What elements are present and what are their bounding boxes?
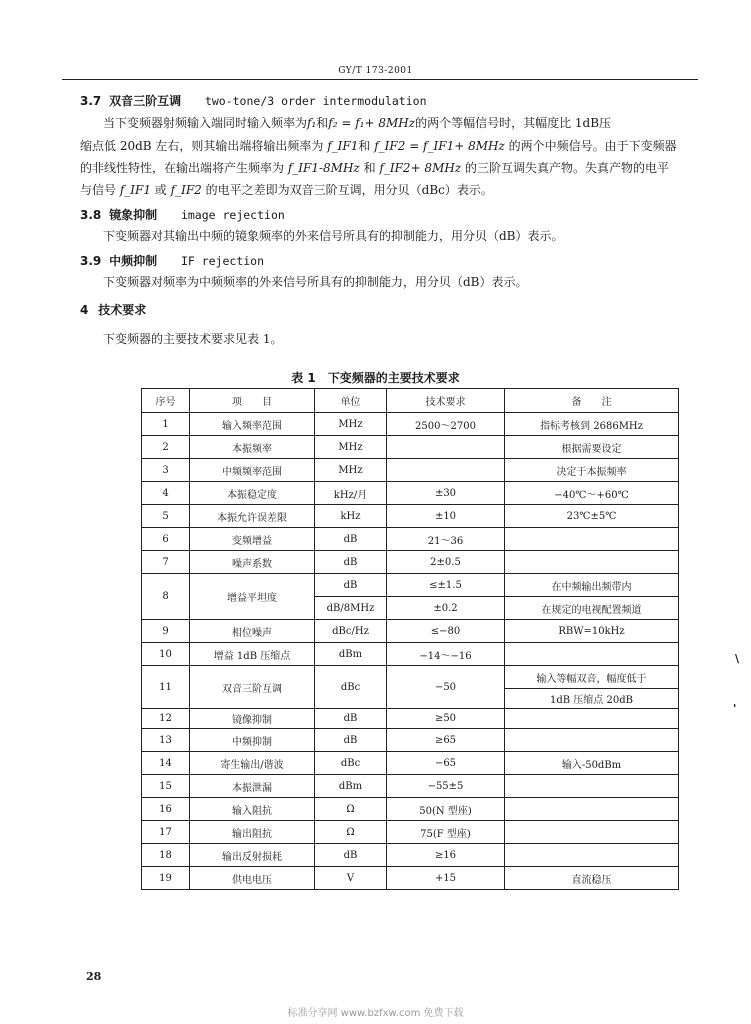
- table-cell: 输入等幅双音，幅度低于: [505, 666, 679, 689]
- header-cell: 备 注: [505, 389, 679, 413]
- table-cell: 16: [142, 798, 190, 821]
- section-title-en: two-tone/3 order intermodulation: [204, 94, 427, 108]
- header-cell: 单位: [315, 389, 387, 413]
- table-cell: 8: [142, 574, 190, 620]
- table-row: [142, 775, 679, 798]
- table-cell: −55±5: [387, 775, 505, 798]
- table-cell: 23℃±5℃: [505, 505, 679, 528]
- table-cell: 根据需要设定: [505, 436, 679, 459]
- table-cell: [505, 551, 679, 574]
- scan-mark: ': [733, 702, 737, 715]
- table-cell: [505, 528, 679, 551]
- table-header-row: [142, 389, 679, 413]
- table-cell: 输入频率范围: [190, 413, 315, 436]
- section-4-heading: [80, 301, 146, 319]
- table-cell: 本振泄漏: [190, 775, 315, 798]
- table-cell: 5: [142, 505, 190, 528]
- section-3-9-heading: [80, 252, 264, 270]
- page-header: GY/T 173-2001: [338, 66, 413, 76]
- table-cell: 9: [142, 620, 190, 643]
- table-cell: [505, 775, 679, 798]
- section-title: 技术要求: [98, 303, 147, 317]
- table-cell: −14～−16: [387, 643, 505, 666]
- table-cell: 寄生输出/谐波: [190, 752, 315, 775]
- header-cell: 序号: [142, 389, 190, 413]
- table-row: [142, 528, 679, 551]
- page-number: 28: [86, 970, 102, 983]
- section-title: 双音三阶互调: [109, 94, 182, 108]
- table-cell: dB: [315, 574, 387, 597]
- table-cell: −40℃～+60℃: [505, 482, 679, 505]
- table-row: [142, 551, 679, 574]
- s37-line-3: 的非线性特性，在输出端将产生频率为 f_IF1-8MHz 和 f_IF2+ 8MHz 的三阶互调失真产物。失真产物的电平: [80, 161, 669, 175]
- table-cell: dB/8MHz: [315, 597, 387, 620]
- table-row: [142, 459, 679, 482]
- table-row: [142, 844, 679, 867]
- table-cell: dB: [315, 551, 387, 574]
- table-row: [142, 482, 679, 505]
- table-cell: [387, 459, 505, 482]
- table-cell: 指标考核到 2686MHz: [505, 413, 679, 436]
- table-cell: 2: [142, 436, 190, 459]
- table-cell: MHz: [315, 459, 387, 482]
- table-cell: 输出反射损耗: [190, 844, 315, 867]
- table-cell: 直流稳压: [505, 867, 679, 890]
- section-title: 镜象抑制: [109, 208, 158, 222]
- table-cell: 增益 1dB 压缩点: [190, 643, 315, 666]
- table-cell: MHz: [315, 413, 387, 436]
- table-row: [142, 709, 679, 729]
- table-cell: 供电电压: [190, 867, 315, 890]
- table-cell: 在中频输出频带内: [505, 574, 679, 597]
- table-cell: 75(F 型座): [387, 821, 505, 844]
- table-cell: 决定于本振频率: [505, 459, 679, 482]
- table-cell: ±10: [387, 505, 505, 528]
- table-cell: 10: [142, 643, 190, 666]
- s4-body: 下变频器的主要技术要求见表 1。: [103, 332, 283, 346]
- table-cell: dB: [315, 729, 387, 752]
- table-cell: 输出阻抗: [190, 821, 315, 844]
- table-cell: ≤±1.5: [387, 574, 505, 597]
- table-row: [142, 574, 679, 597]
- table-row: [142, 821, 679, 844]
- table-cell: 50(N 型座): [387, 798, 505, 821]
- table-cell: V: [315, 867, 387, 890]
- table-row: [142, 413, 679, 436]
- table-cell: 中频抑制: [190, 729, 315, 752]
- table-cell: 4: [142, 482, 190, 505]
- table-row: [142, 798, 679, 821]
- table-cell: 中频频率范围: [190, 459, 315, 482]
- table-cell: dBc: [315, 752, 387, 775]
- watermark-footer: 标准分享网 www.bzfxw.com 免费下载: [287, 1008, 464, 1019]
- section-title: 中频抑制: [109, 254, 158, 268]
- table-cell: dBm: [315, 643, 387, 666]
- table-cell: 2±0.5: [387, 551, 505, 574]
- table-cell: RBW=10kHz: [505, 620, 679, 643]
- table-cell: [505, 821, 679, 844]
- section-title-en: image rejection: [180, 208, 285, 222]
- table-cell: 6: [142, 528, 190, 551]
- table-cell: −65: [387, 752, 505, 775]
- table-row: [142, 505, 679, 528]
- table-cell: [505, 709, 679, 729]
- table-cell: 12: [142, 709, 190, 729]
- table-cell: ≥16: [387, 844, 505, 867]
- s37-line-1: 当下变频器射频输入端同时输入频率为f₁和f₂ = f₁+ 8MHz的两个等幅信号时，其幅度比 1dB压: [103, 116, 612, 130]
- table-cell: 本振允许误差限: [190, 505, 315, 528]
- header-cell: 技术要求: [387, 389, 505, 413]
- section-3-7-heading: [80, 92, 427, 110]
- s39-body: 下变频器对频率为中频频率的外来信号所具有的抑制能力，用分贝（dB）表示。: [103, 275, 528, 289]
- table-cell: dB: [315, 528, 387, 551]
- table-cell: ±30: [387, 482, 505, 505]
- spec-table: [141, 388, 679, 890]
- table-cell: 3: [142, 459, 190, 482]
- table-cell: [505, 729, 679, 752]
- section-number: 3.7: [80, 94, 102, 108]
- table-cell: 输入-50dBm: [505, 752, 679, 775]
- section-title-en: IF rejection: [180, 254, 265, 268]
- table-cell: ≥50: [387, 709, 505, 729]
- table-cell: 镜像抑制: [190, 709, 315, 729]
- table-cell: 相位噪声: [190, 620, 315, 643]
- table-cell: 13: [142, 729, 190, 752]
- table-cell: kHz: [315, 505, 387, 528]
- table-cell: ±0.2: [387, 597, 505, 620]
- table-cell: dB: [315, 844, 387, 867]
- table-cell: dBc/Hz: [315, 620, 387, 643]
- table-cell: 11: [142, 666, 190, 709]
- table-cell: MHz: [315, 436, 387, 459]
- table-cell: 21～36: [387, 528, 505, 551]
- table-cell: 双音三阶互调: [190, 666, 315, 709]
- table-cell: [505, 643, 679, 666]
- table-cell: [387, 436, 505, 459]
- table-cell: 18: [142, 844, 190, 867]
- table-cell: 本振频率: [190, 436, 315, 459]
- table-cell: 7: [142, 551, 190, 574]
- s37-line-4: 与信号 f_IF1 或 f_IF2 的电平之差即为双音三阶互调，用分贝（dBc）表示。: [80, 183, 493, 197]
- section-number: 4: [80, 303, 89, 317]
- table-cell: 本振稳定度: [190, 482, 315, 505]
- header-rule: [62, 79, 698, 80]
- section-number: 3.8: [80, 208, 102, 222]
- section-3-8-heading: [80, 206, 285, 224]
- table-cell: 增益平坦度: [190, 574, 315, 620]
- table-cell: −50: [387, 666, 505, 709]
- table-row: [142, 643, 679, 666]
- s38-body: 下变频器对其输出中频的镜象频率的外来信号所具有的抑制能力，用分贝（dB）表示。: [103, 229, 564, 243]
- table-cell: +15: [387, 867, 505, 890]
- table-cell: Ω: [315, 821, 387, 844]
- table-row: [142, 867, 679, 890]
- table-cell: 1dB 压缩点 20dB: [505, 689, 679, 709]
- table-cell: dB: [315, 709, 387, 729]
- table-row: [142, 729, 679, 752]
- section-number: 3.9: [80, 254, 102, 268]
- table-cell: 变频增益: [190, 528, 315, 551]
- table-cell: dBm: [315, 775, 387, 798]
- table-cell: [505, 844, 679, 867]
- table-row: [142, 666, 679, 689]
- table-cell: ≤−80: [387, 620, 505, 643]
- table-cell: Ω: [315, 798, 387, 821]
- table-cell: kHz/月: [315, 482, 387, 505]
- scan-mark: \: [735, 652, 740, 665]
- table-cell: 1: [142, 413, 190, 436]
- table-cell: 输入阻抗: [190, 798, 315, 821]
- table-row: [142, 752, 679, 775]
- table-cell: 在规定的电视配置频道: [505, 597, 679, 620]
- table-row: [142, 436, 679, 459]
- table-cell: 噪声系数: [190, 551, 315, 574]
- table-cell: 17: [142, 821, 190, 844]
- table-cell: ≥65: [387, 729, 505, 752]
- s37-line-2: 缩点低 20dB 左右，则其输出端将输出频率为 f_IF1和 f_IF2 = f_IF1+ 8MHz 的两个中频信号。由于下变频器: [80, 139, 677, 153]
- table-caption: 表 1 下变频器的主要技术要求: [291, 371, 460, 385]
- header-cell: 项 目: [190, 389, 315, 413]
- table-cell: dBc: [315, 666, 387, 709]
- table-cell: 15: [142, 775, 190, 798]
- table-cell: 14: [142, 752, 190, 775]
- table-cell: 19: [142, 867, 190, 890]
- table-cell: 2500～2700: [387, 413, 505, 436]
- table-row: [142, 620, 679, 643]
- table-cell: [505, 798, 679, 821]
